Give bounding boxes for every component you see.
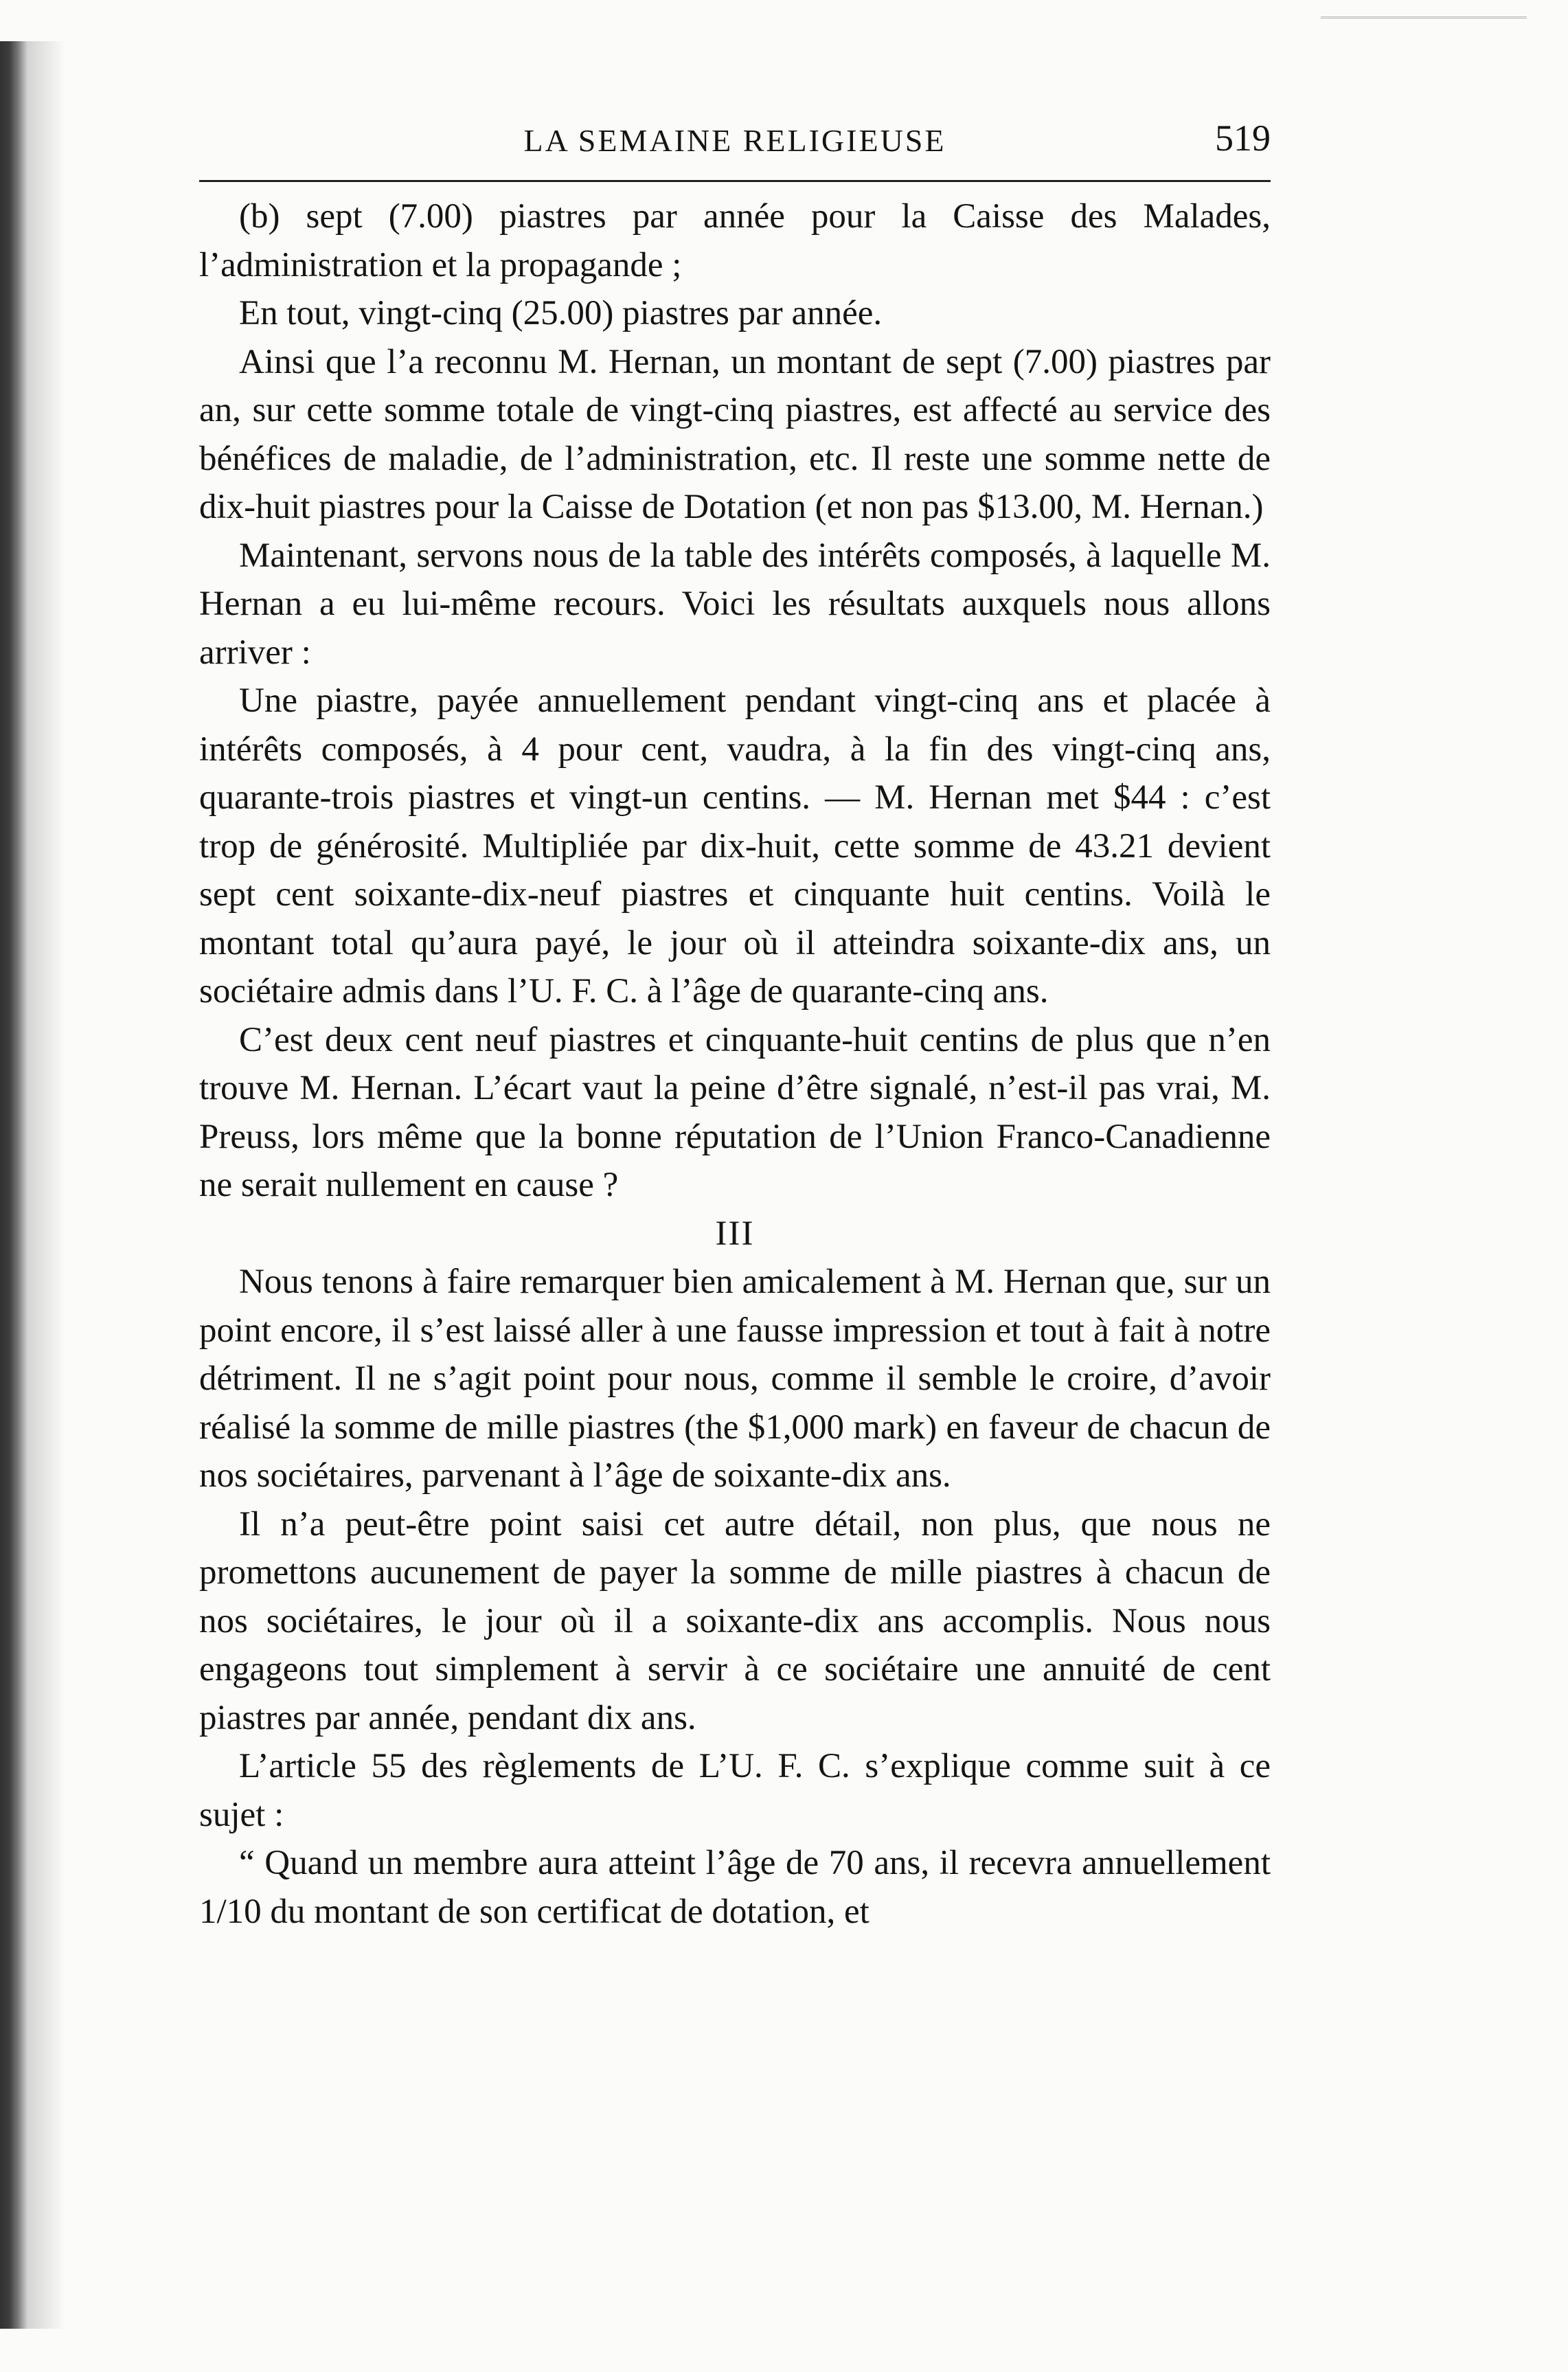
page-binding-shadow	[0, 41, 65, 2329]
paragraph-discrepancy: C’est deux cent neuf piastres et cinquante-huit centins de plus que n’en trouve M. Hernan. L’écart vaut la peine d’être signalé, n’est-il pas vrai, M. Preuss, lors même que la bonne réputation de l’Union Franco-Canadienne ne serait nullement en cause ?	[199, 1020, 1271, 1204]
running-title: LA SEMAINE RELIGIEUSE	[523, 123, 946, 158]
scan-corner-marks	[1321, 5, 1527, 19]
paragraph-total: En tout, vingt-cinq (25.00) piastres par année.	[239, 294, 883, 332]
header-rule	[199, 180, 1271, 182]
paragraph-calculation: Une piastre, payée annuellement pendant vingt-cinq ans et placée à intérêts composés, à 4 pour cent, vaudra, à la fin des vingt-cinq ans, quarante-trois piastres et vingt-un centins. — M. Hernan met $44 : c’est trop de générosité. Multipliée par dix-huit, cette somme de 43.21 devient sept cent soixante-dix-neuf piastres et cinquante huit centins. Voilà le montant total qu’aura payé, le jour où il atteindra soixante-dix ans, un sociétaire admis dans l’U. F. C. à l’âge de quarante-cinq ans.	[199, 681, 1271, 1010]
paragraph-article-quote: “ Quand un membre aura atteint l’âge de 70 ans, il recevra annuellement 1/10 du montant de son certificat de dotation, et	[199, 1844, 1271, 1931]
running-header	[199, 117, 1271, 172]
paragraph-b-item: (b) sept (7.00) piastres par année pour la Caisse des Malades, l’administration et la propagande ;	[199, 197, 1271, 284]
page-number: 519	[1215, 117, 1271, 159]
paragraph-false-impression: Nous tenons à faire remarquer bien amicalement à M. Hernan que, sur un point encore, il s’est laissé aller à une fausse impression et tout à fait à notre détriment. Il ne s’agit point pour nous, comme il semble le croire, d’avoir réalisé la somme de mille piastres (the $1,000 mark) en faveur de chacun de nos sociétaires, parvenant à l’âge de soixante-dix ans.	[199, 1263, 1271, 1495]
paragraph-article-55: L’article 55 des règlements de L’U. F. C. s’explique comme suit à ce sujet :	[199, 1747, 1271, 1834]
section-heading-iii: III	[715, 1214, 755, 1253]
page-body	[199, 192, 1271, 1936]
paragraph-annuity: Il n’a peut-être point saisi cet autre détail, non plus, que nous ne promettons aucunement de payer la somme de mille piastres à chacun de nos sociétaires, le jour où il a soixante-dix ans accomplis. Nous nous engageons tout simplement à servir à ce sociétaire une annuité de cent piastres par année, pendant dix ans.	[199, 1504, 1271, 1737]
paragraph-compound-interest-intro: Maintenant, servons nous de la table des intérêts composés, à laquelle M. Hernan a eu lui-même recours. Voici les résultats auxquels nous allons arriver :	[199, 536, 1271, 672]
paragraph-hernan-admission: Ainsi que l’a reconnu M. Hernan, un montant de sept (7.00) piastres par an, sur cette somme totale de vingt-cinq piastres, est affecté au service des bénéfices de maladie, de l’administration, etc. Il reste une somme nette de dix-huit piastres pour la Caisse de Dotation (et non pas $13.00, M. Hernan.)	[199, 342, 1271, 526]
